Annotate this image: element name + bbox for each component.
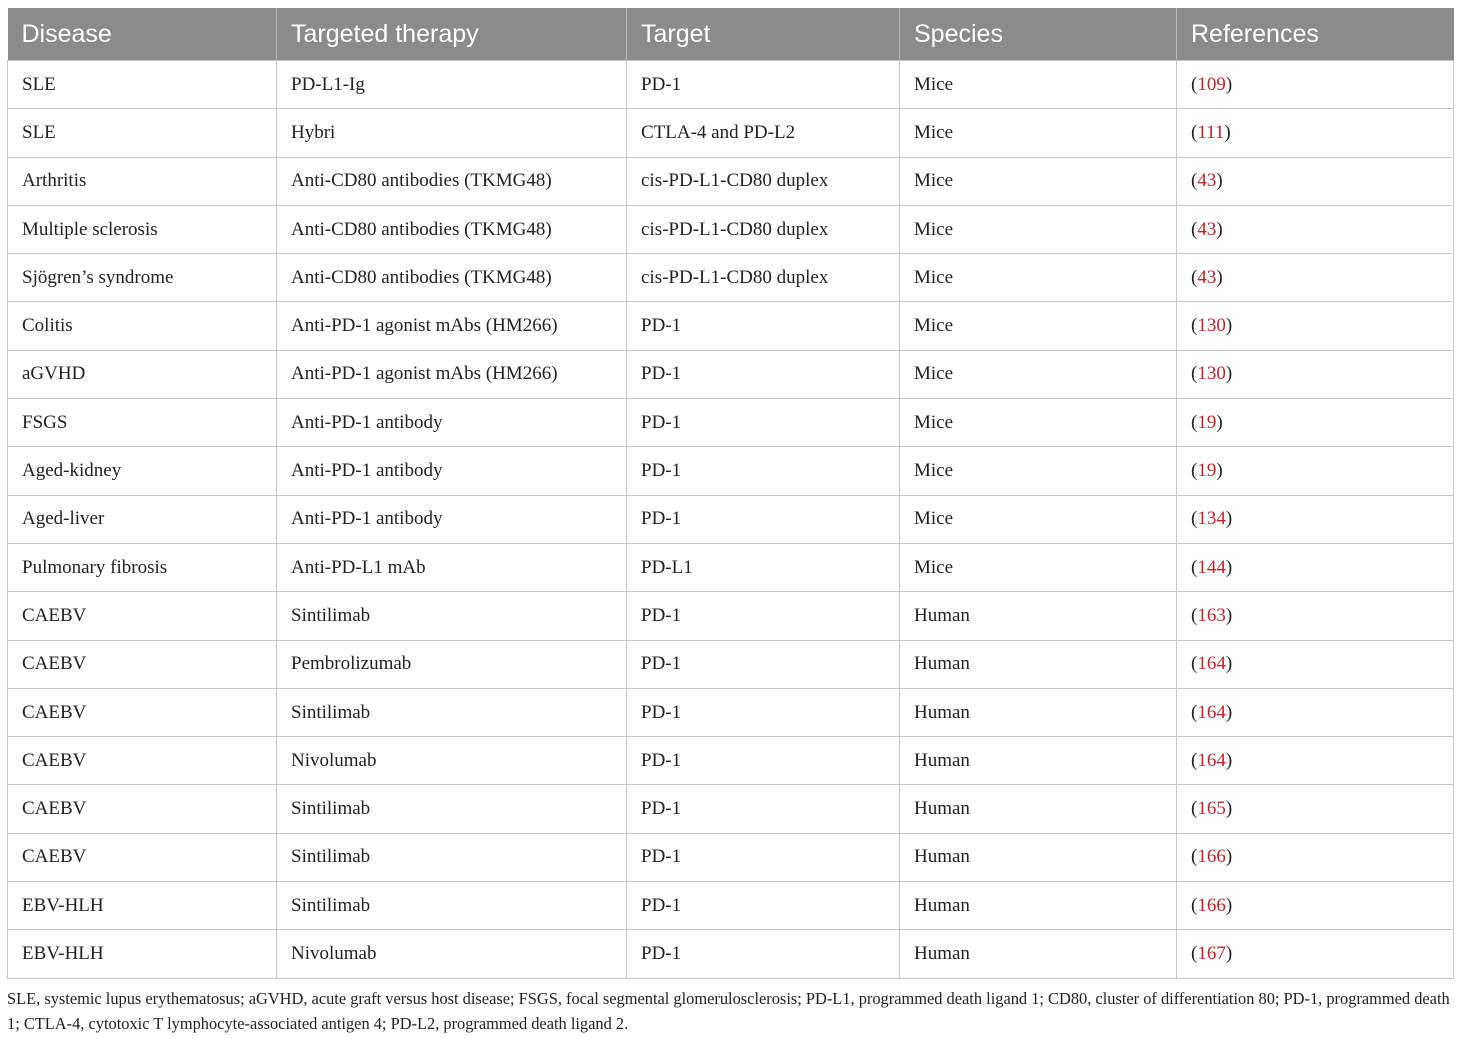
table-row xyxy=(8,447,1454,495)
target-cell: PD-1 xyxy=(627,61,900,109)
disease-cell: CAEBV xyxy=(8,592,277,640)
species-cell: Mice xyxy=(900,157,1177,205)
species-cell: Mice xyxy=(900,205,1177,253)
references-cell: (130) xyxy=(1177,350,1454,398)
references-cell: (111) xyxy=(1177,109,1454,157)
target-cell: PD-1 xyxy=(627,737,900,785)
table-row xyxy=(8,833,1454,881)
reference-link[interactable]: 43 xyxy=(1197,170,1217,192)
reference-link[interactable]: 109 xyxy=(1197,73,1226,95)
table-footnote: SLE, systemic lupus erythematosus; aGVHD, acute graft versus host disease; FSGS, focal segmental glomerulosclerosis; PD-L1, programmed death ligand 1; CD80, cluster of differentiation 80; PD-1, programmed death 1; CTLA-4, cytotoxic T lymphocyte-associated antigen 4; PD-L2, programmed death ligand 2. xyxy=(7,989,1450,1033)
target-cell: PD-1 xyxy=(627,302,900,350)
species-cell: Human xyxy=(900,737,1177,785)
reference-link[interactable]: 19 xyxy=(1197,460,1217,482)
species-cell: Mice xyxy=(900,109,1177,157)
disease-cell: CAEBV xyxy=(8,640,277,688)
species-cell: Human xyxy=(900,785,1177,833)
table-row xyxy=(8,350,1454,398)
targeted-therapy-cell: Sintilimab xyxy=(277,785,627,833)
target-cell: PD-1 xyxy=(627,640,900,688)
references-cell: (167) xyxy=(1177,930,1454,978)
table-row xyxy=(8,688,1454,736)
references-cell: (43) xyxy=(1177,205,1454,253)
reference-link[interactable]: 130 xyxy=(1197,315,1226,337)
table-row xyxy=(8,737,1454,785)
table-row xyxy=(8,109,1454,157)
targeted-therapy-cell: Sintilimab xyxy=(277,833,627,881)
target-cell: PD-1 xyxy=(627,833,900,881)
reference-link[interactable]: 167 xyxy=(1197,942,1226,964)
header-target: Target xyxy=(627,8,900,61)
targeted-therapy-cell: Sintilimab xyxy=(277,592,627,640)
references-cell: (166) xyxy=(1177,833,1454,881)
disease-cell: Colitis xyxy=(8,302,277,350)
reference-link[interactable]: 164 xyxy=(1197,749,1226,771)
disease-cell: CAEBV xyxy=(8,785,277,833)
reference-link[interactable]: 166 xyxy=(1197,846,1226,868)
targeted-therapy-cell: Anti-PD-1 antibody xyxy=(277,447,627,495)
references-cell: (164) xyxy=(1177,640,1454,688)
species-cell: Mice xyxy=(900,61,1177,109)
targeted-therapy-cell: Pembrolizumab xyxy=(277,640,627,688)
disease-cell: Aged-liver xyxy=(8,495,277,543)
references-cell: (164) xyxy=(1177,688,1454,736)
header-row xyxy=(8,8,1454,61)
table-row xyxy=(8,592,1454,640)
references-cell: (19) xyxy=(1177,447,1454,495)
species-cell: Human xyxy=(900,640,1177,688)
header-disease: Disease xyxy=(8,8,277,61)
target-cell: PD-1 xyxy=(627,447,900,495)
references-cell: (109) xyxy=(1177,61,1454,109)
species-cell: Mice xyxy=(900,350,1177,398)
table-row xyxy=(8,495,1454,543)
references-cell: (164) xyxy=(1177,737,1454,785)
targeted-therapy-cell: Hybri xyxy=(277,109,627,157)
species-cell: Mice xyxy=(900,302,1177,350)
disease-cell: Arthritis xyxy=(8,157,277,205)
disease-cell: Sjögren’s syndrome xyxy=(8,254,277,302)
targeted-therapy-cell: Sintilimab xyxy=(277,882,627,930)
table-row xyxy=(8,157,1454,205)
target-cell: PD-L1 xyxy=(627,543,900,591)
table-row xyxy=(8,785,1454,833)
species-cell: Human xyxy=(900,882,1177,930)
targeted-therapy-cell: Anti-PD-1 antibody xyxy=(277,495,627,543)
reference-link[interactable]: 43 xyxy=(1197,218,1217,240)
reference-link[interactable]: 166 xyxy=(1197,894,1226,916)
targeted-therapy-cell: Nivolumab xyxy=(277,737,627,785)
table-row xyxy=(8,61,1454,109)
target-cell: PD-1 xyxy=(627,495,900,543)
table-row xyxy=(8,302,1454,350)
target-cell: PD-1 xyxy=(627,399,900,447)
table-body xyxy=(8,61,1454,979)
targeted-therapy-cell: Anti-PD-1 antibody xyxy=(277,399,627,447)
target-cell: cis-PD-L1-CD80 duplex xyxy=(627,157,900,205)
reference-link[interactable]: 165 xyxy=(1197,798,1226,820)
target-cell: cis-PD-L1-CD80 duplex xyxy=(627,205,900,253)
target-cell: PD-1 xyxy=(627,688,900,736)
header-targeted-therapy: Targeted therapy xyxy=(277,8,627,61)
targeted-therapy-cell: PD-L1-Ig xyxy=(277,61,627,109)
references-cell: (165) xyxy=(1177,785,1454,833)
table-row xyxy=(8,399,1454,447)
disease-cell: CAEBV xyxy=(8,688,277,736)
targeted-therapy-cell: Nivolumab xyxy=(277,930,627,978)
species-cell: Mice xyxy=(900,447,1177,495)
therapy-table-container xyxy=(7,8,1453,979)
targeted-therapy-cell: Anti-CD80 antibodies (TKMG48) xyxy=(277,205,627,253)
species-cell: Human xyxy=(900,592,1177,640)
table-row xyxy=(8,205,1454,253)
references-cell: (130) xyxy=(1177,302,1454,350)
references-cell: (134) xyxy=(1177,495,1454,543)
reference-link[interactable]: 163 xyxy=(1197,604,1226,626)
reference-link[interactable]: 43 xyxy=(1197,266,1217,288)
target-cell: CTLA-4 and PD-L2 xyxy=(627,109,900,157)
header-references: References xyxy=(1191,19,1319,48)
table-row xyxy=(8,930,1454,978)
table-header xyxy=(8,8,1454,61)
reference-link[interactable]: 134 xyxy=(1197,508,1226,530)
references-cell: (166) xyxy=(1177,882,1454,930)
target-cell: PD-1 xyxy=(627,592,900,640)
references-cell: (43) xyxy=(1177,157,1454,205)
targeted-therapy-cell: Anti-PD-L1 mAb xyxy=(277,543,627,591)
references-cell: (43) xyxy=(1177,254,1454,302)
species-cell: Human xyxy=(900,688,1177,736)
target-cell: PD-1 xyxy=(627,882,900,930)
species-cell: Mice xyxy=(900,543,1177,591)
reference-link[interactable]: 19 xyxy=(1197,411,1217,433)
disease-cell: SLE xyxy=(8,61,277,109)
species-cell: Mice xyxy=(900,495,1177,543)
target-cell: PD-1 xyxy=(627,350,900,398)
species-cell: Human xyxy=(900,833,1177,881)
species-cell: Mice xyxy=(900,399,1177,447)
reference-link[interactable]: 111 xyxy=(1197,121,1225,143)
disease-cell: Multiple sclerosis xyxy=(8,205,277,253)
targeted-therapy-cell: Anti-CD80 antibodies (TKMG48) xyxy=(277,157,627,205)
reference-link[interactable]: 164 xyxy=(1197,701,1226,723)
disease-cell: Aged-kidney xyxy=(8,447,277,495)
target-cell: cis-PD-L1-CD80 duplex xyxy=(627,254,900,302)
references-cell: (144) xyxy=(1177,543,1454,591)
reference-link[interactable]: 130 xyxy=(1197,363,1226,385)
header-species: Species xyxy=(900,8,1177,61)
table-row xyxy=(8,882,1454,930)
targeted-therapy-cell: Sintilimab xyxy=(277,688,627,736)
disease-cell: aGVHD xyxy=(8,350,277,398)
table-row xyxy=(8,254,1454,302)
targeted-therapy-table xyxy=(7,8,1454,979)
reference-link[interactable]: 164 xyxy=(1197,653,1226,675)
target-cell: PD-1 xyxy=(627,785,900,833)
reference-link[interactable]: 144 xyxy=(1197,556,1226,578)
species-cell: Mice xyxy=(900,254,1177,302)
targeted-therapy-cell: Anti-PD-1 agonist mAbs (HM266) xyxy=(277,302,627,350)
table-row xyxy=(8,640,1454,688)
targeted-therapy-cell: Anti-CD80 antibodies (TKMG48) xyxy=(277,254,627,302)
disease-cell: SLE xyxy=(8,109,277,157)
disease-cell: CAEBV xyxy=(8,737,277,785)
target-cell: PD-1 xyxy=(627,930,900,978)
references-cell: (19) xyxy=(1177,399,1454,447)
references-cell: (163) xyxy=(1177,592,1454,640)
disease-cell: EBV-HLH xyxy=(8,882,277,930)
disease-cell: FSGS xyxy=(8,399,277,447)
disease-cell: EBV-HLH xyxy=(8,930,277,978)
targeted-therapy-cell: Anti-PD-1 agonist mAbs (HM266) xyxy=(277,350,627,398)
species-cell: Human xyxy=(900,930,1177,978)
table-row xyxy=(8,543,1454,591)
disease-cell: CAEBV xyxy=(8,833,277,881)
disease-cell: Pulmonary fibrosis xyxy=(8,543,277,591)
